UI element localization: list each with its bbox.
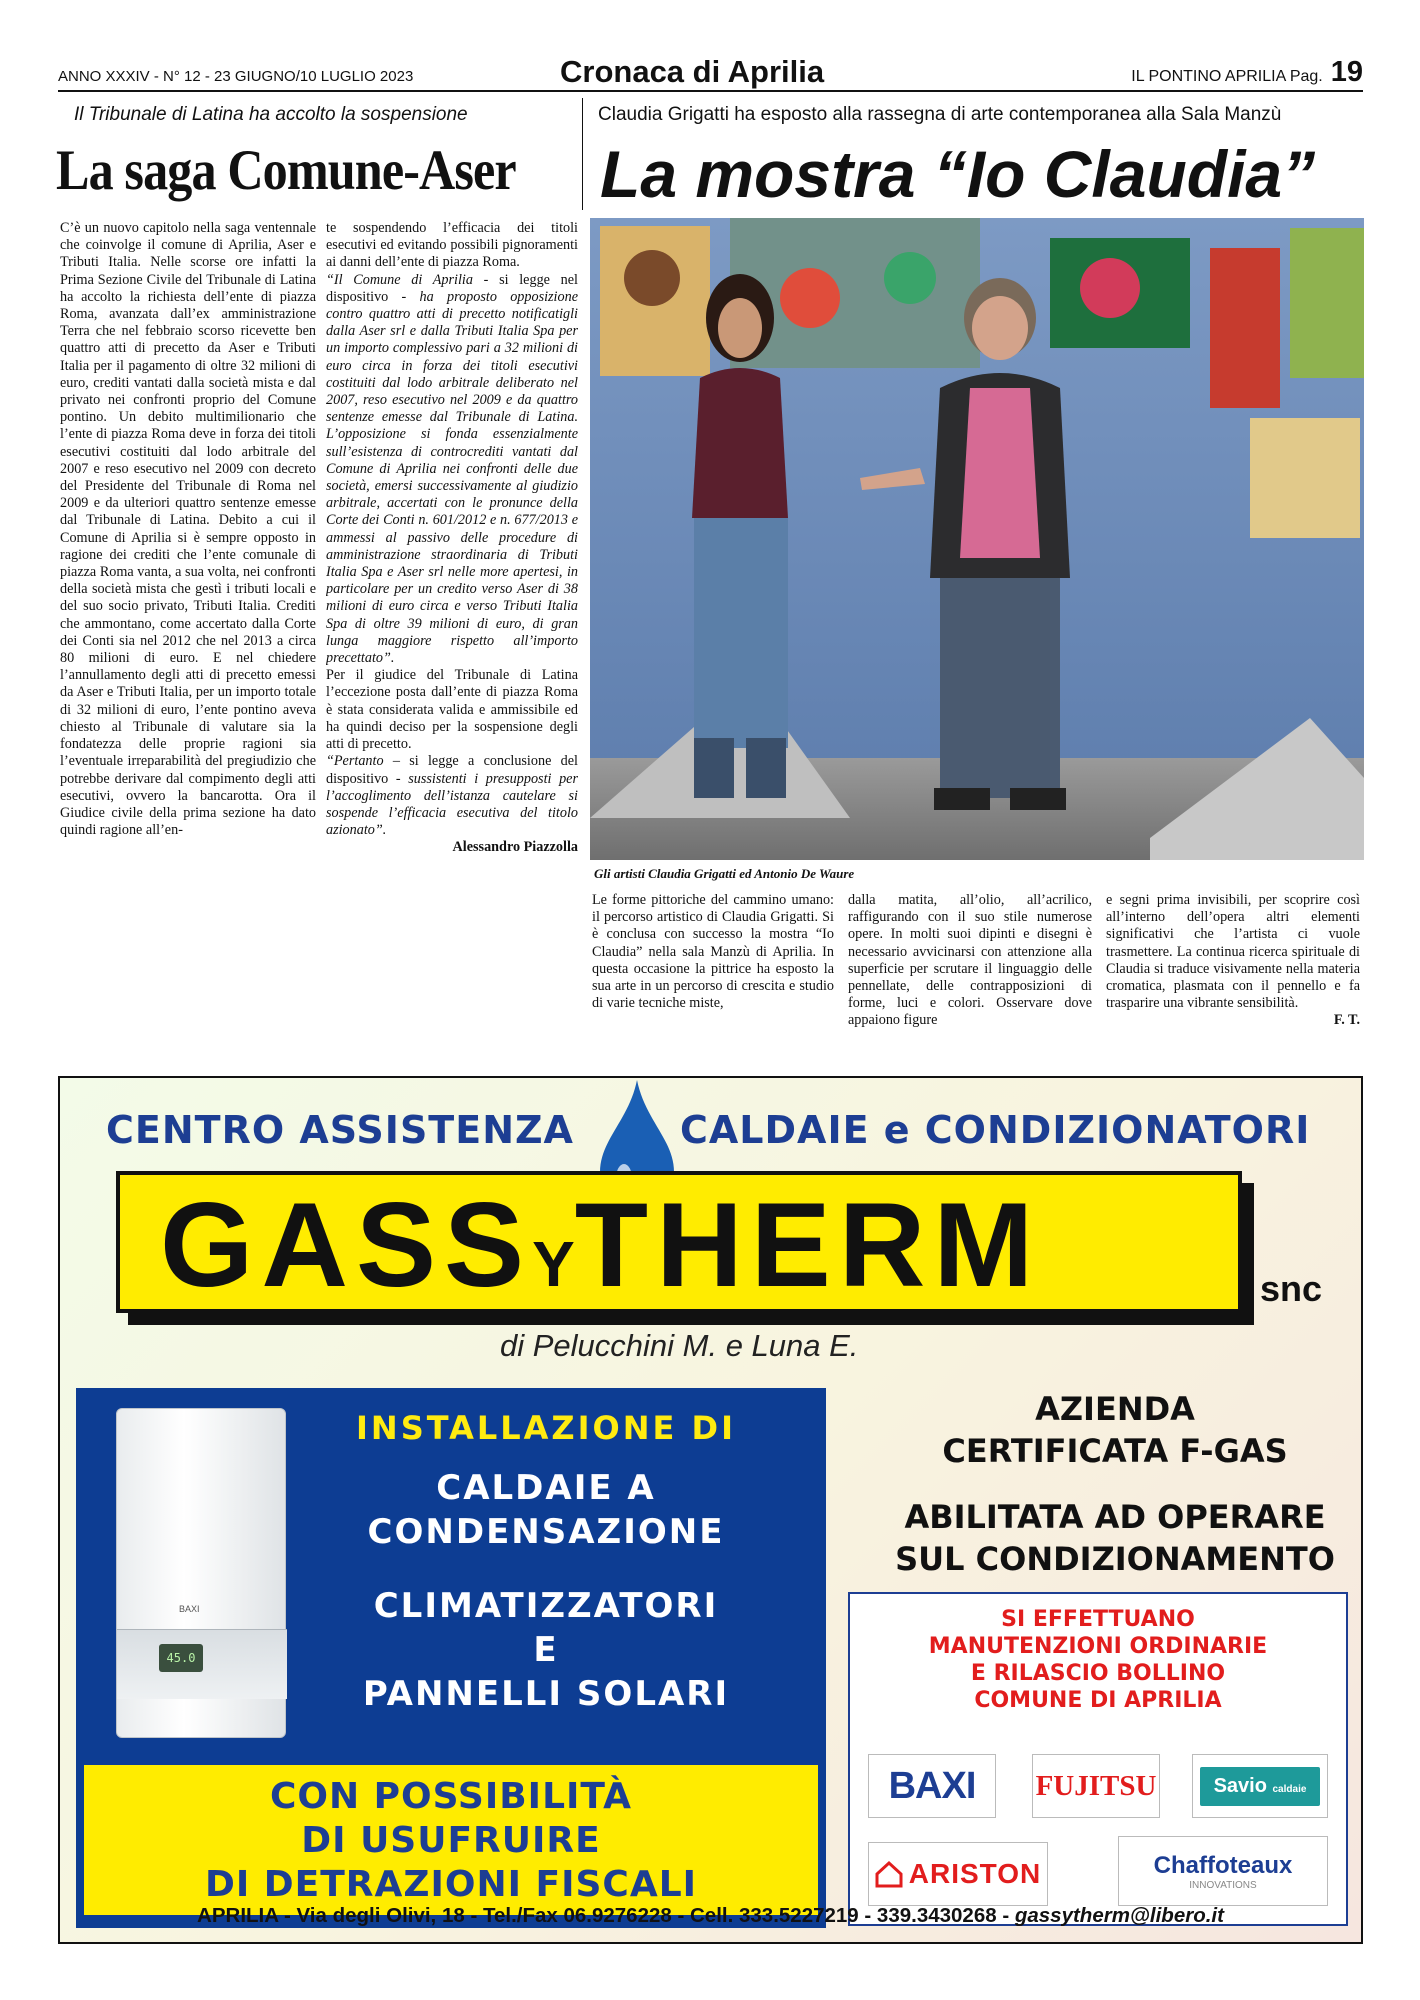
paper-name: IL PONTINO APRILIA Pag. (1131, 68, 1323, 85)
savio-logo-mark: Savio caldaie (1200, 1767, 1321, 1806)
installation-other: CLIMATIZZATORI E PANNELLI SOLARI (362, 1586, 730, 1714)
brands-box (848, 1592, 1348, 1926)
right-article-text: e segni prima invisibili, per scoprire così all’interno dell’opera altri elementi significativi che l’artista ci vuole trasmettere. La continua ricerca spirituale di Claudia si traduce visivamente nella materia cromatica, plasmata con il pennello e fa trasparire una vibrante sensibilità. (1106, 892, 1360, 1012)
contact-city: APRILIA (197, 1904, 279, 1927)
left-article-headline: La saga Comune-Aser (56, 139, 516, 202)
installation-boilers: CALDAIE A CONDENSAZIONE (367, 1468, 725, 1552)
left-article-quote-paragraph: “Pertanto – si legge a conclusione del dispositivo - sussistenti i presupposti per l’accoglimento dell’istanza cautelare si sospende l’efficacia esecutiva del titolo azionato”. (326, 753, 578, 839)
contact-email: gassytherm@libero.it (1014, 1904, 1224, 1927)
gassytherm-advertisement (58, 1076, 1363, 1944)
left-article-text: C’è un nuovo capitolo nella saga ventennale che coinvolge il comune di Aprilia, Aser e Tributi Italia. Nelle scorse ore infatti la Prima Sezione Civile del Tribunale di Latina ha accolto la richiesta dell’ente di piazza Roma, avanzata dall’ex amministrazione Terra che nel febbraio scorso ricevette ben quattro atti di precetto da Aser e Tributi Italia per il pagamento di oltre 32 milioni di euro, crediti vantati dalla società mista e dal privato nei confronti proprio del Comune pontino. Un debito multimilionario che l’ente di piazza Roma deve in forza dei titoli esecutivi costituiti dal lodo arbitrale del 2007 e reso esecutivo nel 2009 con decreto del Presidente del Tribunale di Roma nel 2009 e da ulteriori quattro sentenze emesse dal Tribunale di Latina. Debito a cui il Comune di Aprilia si è sempre opposto in ragione dei crediti che l’ente comunale di piazza Roma vanta, a sua volta, nei confronti della società mista che gestì i tributi locali e del suo socio privato, Tributi Italia. Crediti che ammontano, come accertato dalla Corte dei Conti sia nel 2012 che nel 2013 a circa 80 milioni di euro. E nel chiedere l’annullamento degli atti di precetto emessi da Aser e Tributi Italia, per un importo totale di 32 milioni di euro, l’ente pontino aveva chiesto al Tribunale di valutare sia la fondatezza delle proprie ragioni sia l’eventuale irreparabilità del pregiudizio che potrebbe derivare dal compimento degli atti esecutivi, ovvero la bancarotta. Ora il Giudice civile della prima sezione ha dato quindi ragione all’en- (60, 220, 316, 839)
left-article-quote-paragraph: “Il Comune di Aprilia - si legge nel dispositivo - ha proposto opposizione contro quattro atti di precetto notificatigli dalla Aser srl e dalla Tributi Italia Spa per un importo complessivo pari a 32 milioni di euro circa in forza dei titoli esecutivi costituiti dal lodo arbitrale deliberato nel 2007, reso esecutivo nel 2009 e da quattro sentenze emesse dal Tribunale di Latina. L’opposizione si fonda essenzialmente sull’esistenza di controcrediti vantati dal Comune di Aprilia nei confronti delle due società, emersi successivamente al giudizio arbitrale, accertati con le pronunce della Corte dei Conti n. 601/2012 e n. 677/2013 e ammessi al passivo delle procedure di amministrazione straordinaria di Tributi Italia Spa e Aser srl nelle more apertesi, in particolare per un credito verso Aser di 38 milioni di euro circa e verso Tributi Italia Spa di oltre 39 milioni di euro, di gran lunga maggiore rispetto all’importo precettato”. (326, 271, 578, 667)
exhibition-photo-illustration (590, 218, 1364, 860)
photo-caption: Gli artisti Claudia Grigatti ed Antonio De Waure (594, 866, 855, 881)
right-article-column-3 (1106, 892, 1360, 1062)
qualification-text: ABILITATA AD OPERARE SUL CONDIZIONAMENTO (895, 1498, 1335, 1578)
ariston-logo: ARISTON (868, 1842, 1048, 1906)
tax-deduction-box: CON POSSIBILITÀ DI USUFRUIRE DI DETRAZIONI FISCALI (84, 1765, 818, 1915)
issue-info: ANNO XXXIV - N° 12 - 23 GIUGNO/10 LUGLIO 2023 (58, 68, 414, 85)
boiler-image (116, 1408, 286, 1738)
company-type: snc (1260, 1268, 1323, 1309)
left-article-column-2 (326, 220, 578, 1058)
right-article-column-2 (848, 892, 1092, 1062)
page-number: 19 (1330, 56, 1363, 88)
ariston-house-icon (875, 1860, 903, 1888)
fujitsu-logo: FUJITSU (1032, 1754, 1160, 1818)
installation-title: INSTALLAZIONE DI (356, 1409, 736, 1447)
right-article-text: Le forme pittoriche del cammino umano: il percorso artistico di Claudia Grigatti. Si è conclusa con successo la mostra “Io Claudia” nella sala Manzù di Aprilia. In questa occasione la pittrice ha esposto la sua arte in un percorso di crescita e studio di varie tecniche miste, (592, 892, 834, 1012)
left-article-text: te sospendendo l’efficacia dei titoli esecutivi ed evitando possibili pignoramenti ai danni dell’ente di piazza Roma. (326, 220, 578, 271)
owners: di Pelucchini M. e Luna E. (500, 1328, 859, 1363)
column-divider (582, 98, 583, 210)
contact-info (60, 1904, 1361, 1928)
baxi-logo: BAXI (868, 1754, 996, 1818)
boiler-display: 45.0 (159, 1644, 203, 1672)
right-article-author: F. T. (1333, 1012, 1360, 1029)
left-article-author: Alessandro Piazzolla (452, 839, 578, 856)
certification-text: AZIENDA CERTIFICATA F-GAS (942, 1390, 1288, 1470)
exhibition-photo (590, 218, 1364, 860)
masthead (58, 52, 1363, 92)
right-article-kicker: Claudia Grigatti ha esposto alla rassegna di arte contemporanea alla Sala Manzù (598, 104, 1282, 125)
left-article-kicker: Il Tribunale di Latina ha accolto la sospensione (74, 104, 468, 125)
page-info (1131, 56, 1363, 89)
savio-logo (1192, 1754, 1328, 1818)
contact-details: - Via degli Olivi, 18 - Tel./Fax 06.9276228 - Cell. 333.5227219 - 339.3430268 - (278, 1904, 1015, 1927)
right-article-column-1 (592, 892, 834, 1062)
boiler-control-panel (117, 1629, 287, 1699)
right-article-text: dalla matita, all’olio, all’acrilico, raffigurando con il suo stile numerose opere. In molti suoi dipinti e disegni è necessario avvicinarsi con attenzione alla superficie per scrutare il linguaggio delle pennellate, delle contrapposizioni di forme, luci e colori. Osservare dove appaiono figure (848, 892, 1092, 1029)
maintenance-text: SI EFFETTUANO MANUTENZIONI ORDINARIE E RILASCIO BOLLINO COMUNE DI APRILIA (928, 1607, 1268, 1713)
ad-heading-right: CALDAIE e CONDIZIONATORI (680, 1108, 1311, 1152)
installation-panel (76, 1388, 826, 1928)
right-article-headline: La mostra “Io Claudia” (600, 137, 1316, 211)
left-article-column-1 (60, 220, 316, 1058)
ad-heading-left: CENTRO ASSISTENZA (106, 1108, 574, 1152)
chaffoteaux-logo: Chaffoteaux INNOVATIONS (1118, 1836, 1328, 1906)
gassytherm-logo (116, 1171, 1242, 1313)
logo-text: GASSYTHERM (160, 1178, 1042, 1312)
boiler-brand: BAXI (179, 1604, 200, 1614)
left-article-text: Per il giudice del Tribunale di Latina l’eccezione posta dall’ente di piazza Roma è stata considerata valida e ammissibile ed ha quindi deciso per la sospensione degli atti di precetto. (326, 667, 578, 753)
section-title: Cronaca di Aprilia (560, 54, 825, 89)
